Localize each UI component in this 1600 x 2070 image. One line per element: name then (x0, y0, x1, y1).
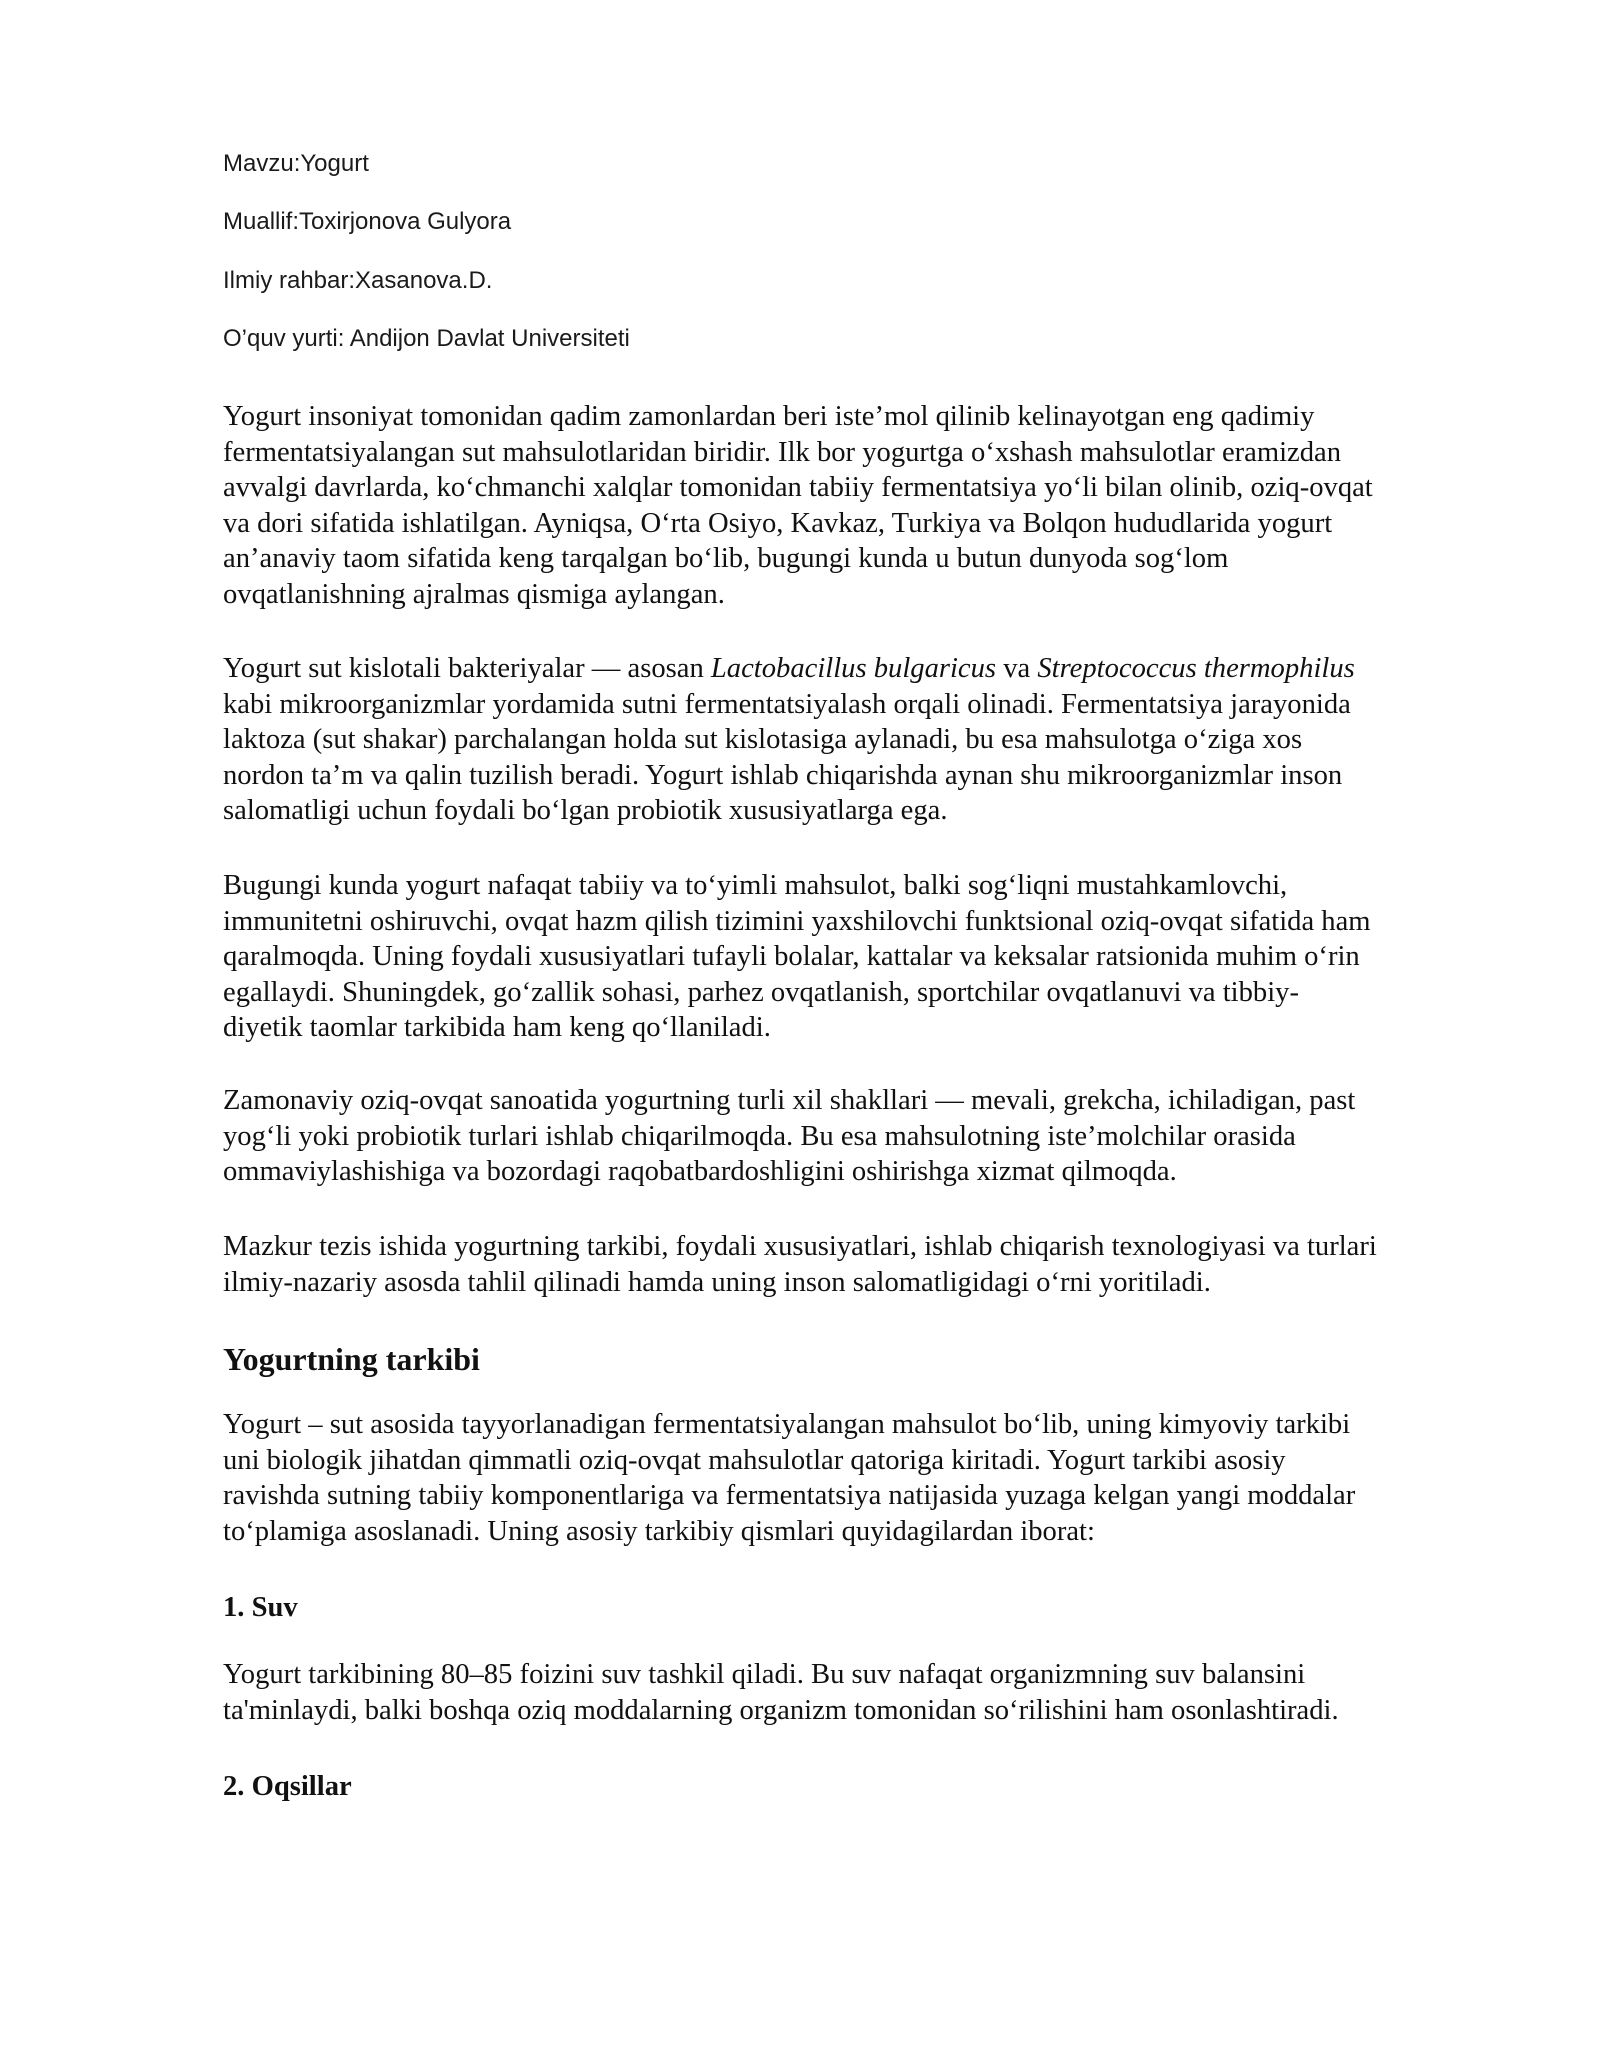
text-line: fermentatsiyalangan sut mahsulotlaridan biridir. Ilk bor yogurtga o‘xshash mahsulotlar eramizdan (223, 436, 1342, 468)
text-line: kabi mikroorganizmlar yordamida sutni fermentatsiyalash orqali olinadi. Fermentatsiya jarayonida (223, 688, 1351, 720)
text-line: nordon ta’m va qalin tuzilish beradi. Yogurt ishlab chiqarishda aynan shu mikroorganizmlar inson (223, 759, 1343, 791)
text-line: qaralmoqda. Uning foydali xususiyatlari tufayli bolalar, kattalar va keksalar ratsionida muhim o‘rin (223, 941, 1360, 972)
text-run: Yogurt sut kislotali bakteriyalar — asosan (223, 653, 711, 684)
text-line: immunitetni oshiruvchi, ovqat hazm qilish tizimini yaxshilovchi funktsional oziq-ovqat sifatida ham (223, 905, 1371, 937)
text-line: yog‘li yoki probiotik turlari ishlab chiqarilmoqda. Bu esa mahsulotning iste’molchilar orasida (223, 1120, 1296, 1152)
text-line: ta'minlaydi, balki boshqa oziq moddalarning organizm tomonidan so‘rilishini ham osonlashtiradi. (223, 1694, 1339, 1726)
text-line: Zamonaviy oziq-ovqat sanoatida yogurtning turli xil shakllari — mevali, grekcha, ichiladigan, past (223, 1085, 1356, 1116)
subheading-proteins: 2. Oqsillar (223, 1771, 352, 1802)
species-name-streptococcus: Streptococcus thermophilus (1037, 653, 1355, 684)
text-line: laktoza (sut shakar) parchalangan holda sut kislotasiga aylanadi, bu esa mahsulotga o‘ziga xos (223, 724, 1303, 755)
text-line: Mazkur tezis ishida yogurtning tarkibi, foydali xususiyatlari, ishlab chiqarish texnologiyasi va turlari (223, 1231, 1377, 1262)
text-line: avvalgi davrlarda, ko‘chmanchi xalqlar tomonidan tabiiy fermentatsiya yo‘li bilan olinib, oziq-ovqat (223, 472, 1373, 503)
text-line: Bugungi kunda yogurt nafaqat tabiiy va to‘yimli mahsulot, balki sog‘liqni mustahkamlovchi, (223, 870, 1288, 901)
text-line: an’anaviy taom sifatida keng tarqalgan bo‘lib, bugungi kunda u butun dunyoda sog‘lom (223, 543, 1229, 574)
intro-paragraph-history (223, 399, 1503, 612)
composition-paragraph (223, 1407, 1503, 1549)
author-line: Muallif:Toxirjonova Gulyora (223, 208, 512, 235)
text-line: ommaviylashishiga va bozordagi raqobatbardoshligini oshirishga xizmat qilmoqda. (223, 1156, 1177, 1187)
supervisor-line: Ilmiy rahbar:Xasanova.D. (223, 267, 493, 294)
text-line: ilmiy-nazariy asosda tahlil qilinadi hamda uning inson salomatligidagi o‘rni yoritiladi. (223, 1266, 1211, 1298)
text-line: ovqatlanishning ajralmas qismiga aylangan. (223, 578, 725, 610)
text-line: to‘plamiga asoslanadi. Uning asosiy tarkibiy qismlari quyidagilardan iborat: (223, 1515, 1095, 1547)
text-line: diyetik taomlar tarkibida ham keng qo‘llaniladi. (223, 1012, 771, 1043)
text-line: Yogurt insoniyat tomonidan qadim zamonlardan beri iste’mol qilinib kelinayotgan eng qadimiy (223, 401, 1315, 432)
institution-line: O’quv yurti: Andijon Davlat Universiteti (223, 325, 630, 352)
water-paragraph (223, 1657, 1503, 1728)
text-line: Yogurt tarkibining 80–85 foizini suv tashkil qiladi. Bu suv nafaqat organizmning suv balansini (223, 1659, 1306, 1690)
intro-paragraph-aim (223, 1229, 1503, 1300)
section-heading: Yogurtning tarkibi (223, 1341, 480, 1377)
text-line (223, 651, 1503, 687)
topic-line: Mavzu:Yogurt (223, 150, 369, 177)
text-line: ravishda sutning tabiiy komponentlariga va fermentatsiya natijasida yuzaga kelgan yangi moddalar (223, 1480, 1356, 1511)
text-line: salomatligi uchun foydali bo‘lgan probiotik xususiyatlarga ega. (223, 795, 948, 826)
text-run: va (996, 653, 1038, 684)
text-line: Yogurt – sut asosida tayyorlanadigan fermentatsiyalangan mahsulot bo‘lib, uning kimyoviy tarkibi (223, 1409, 1351, 1440)
intro-paragraph-industry (223, 1083, 1503, 1190)
intro-paragraph-benefits (223, 868, 1503, 1046)
subheading-water: 1. Suv (223, 1592, 298, 1623)
text-line: va dori sifatida ishlatilgan. Ayniqsa, O‘rta Osiyo, Kavkaz, Turkiya va Bolqon hududlarida yogurt (223, 507, 1333, 539)
species-name-lactobacillus: Lactobacillus bulgaricus (710, 653, 997, 684)
intro-paragraph-bacteria (223, 651, 1503, 829)
text-line: uni biologik jihatdan qimmatli oziq-ovqat mahsulotlar qatoriga kiritadi. Yogurt tarkibi asosiy (223, 1444, 1286, 1476)
text-line: egallaydi. Shuningdek, go‘zallik sohasi, parhez ovqatlanish, sportchilar ovqatlanuvi va tibbiy- (223, 976, 1299, 1008)
